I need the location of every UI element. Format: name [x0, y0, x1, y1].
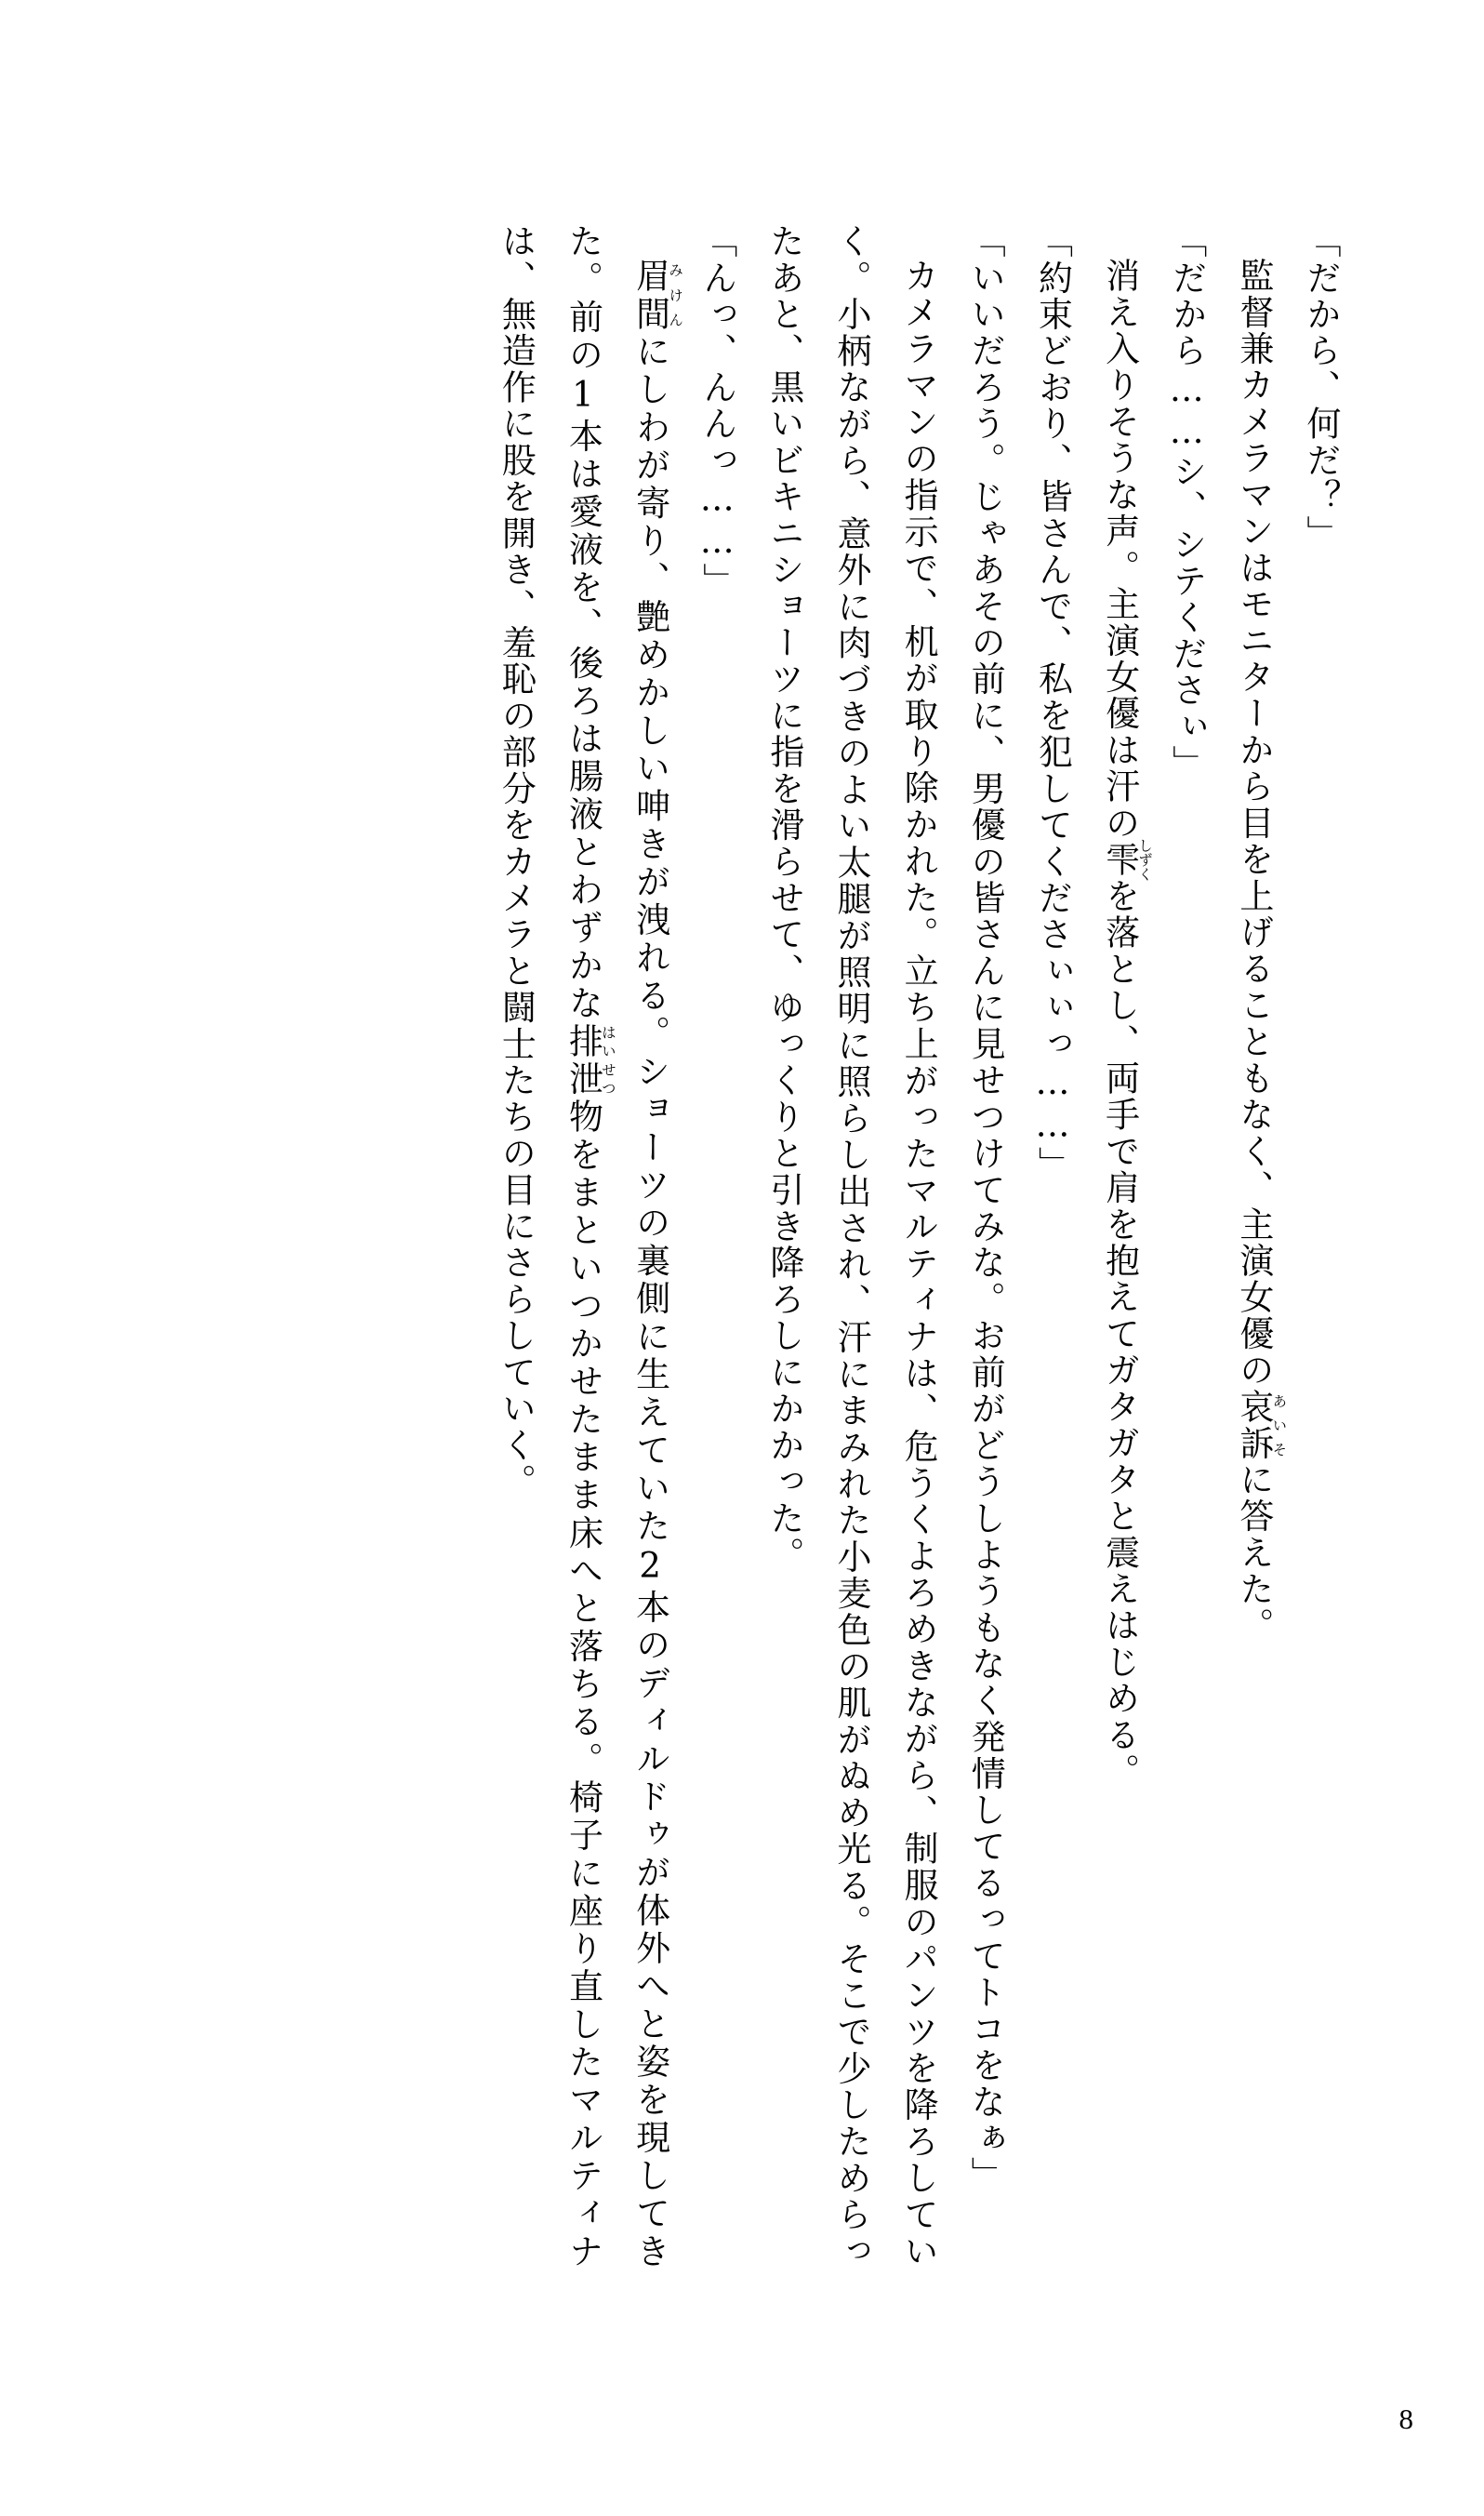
paragraph-3: 「だから……シ、シテくださぃ」: [1166, 223, 1207, 782]
body-text: [154, 223, 1354, 2270]
page-number: 8: [1398, 2403, 1413, 2435]
paragraph-5: 「約束どおり、皆さんで、私を犯してくださぃぃっ……」: [1032, 223, 1073, 1183]
paragraph-7: カメラマンの指示で、机が取り除かれた。立ち上がったマルティナは、危うくよろめきながら、制服のパンツを降ろしていく。小柄ながら、意外に肉づきのよい太腿が照明に照らし出され、汗にまみれた小麦色の肌がぬめ光る。そこで少しためらったあと、黒いビキニショーツに指を滑らせて、ゆっくりと引き降ろしにかかった。: [763, 223, 939, 2270]
paragraph-6: 「いいだろう。じゃあその前に、男優の皆さんに見せつけてみな。お前がどうしようもなく発情してるってトコをなぁ」: [965, 223, 1006, 2193]
paragraph-8: 「んっ、んんっ……」: [696, 223, 737, 600]
ruby-shizuku: 雫しずく: [1099, 837, 1154, 882]
ruby-haisetsu: 排泄はいせつ: [563, 1022, 616, 1099]
paragraph-4: 消え入りそうな声。主演女優は汗の雫しずくを落とし、両手で肩を抱えてガタガタと震えはじめる。: [1099, 258, 1154, 1790]
paragraph-2: 監督兼カメラマンはモニターから目を上げることもなく、主演女優の哀訴あいそに答えた。: [1233, 258, 1288, 1644]
paragraph-9: 眉間みけんにしわが寄り、艶めかしい呻きが洩れる。ショーツの裏側に生えていた2本のディルドゥが体外へと姿を現してきた。前の1本は愛液を、後ろは腸液とわずかな排泄はいせつ物をまといつかせたまま床へと落ちる。椅子に座り直したマルティナは、無造作に股を開き、羞恥の部分をカメラと闘士たちの目にさらしていく。: [496, 223, 684, 2270]
ruby-aiso: 哀訴あいそ: [1233, 1388, 1288, 1462]
ruby-miken: 眉間みけん: [629, 258, 684, 334]
paragraph-1: 「だから、何だ？」: [1301, 223, 1341, 552]
